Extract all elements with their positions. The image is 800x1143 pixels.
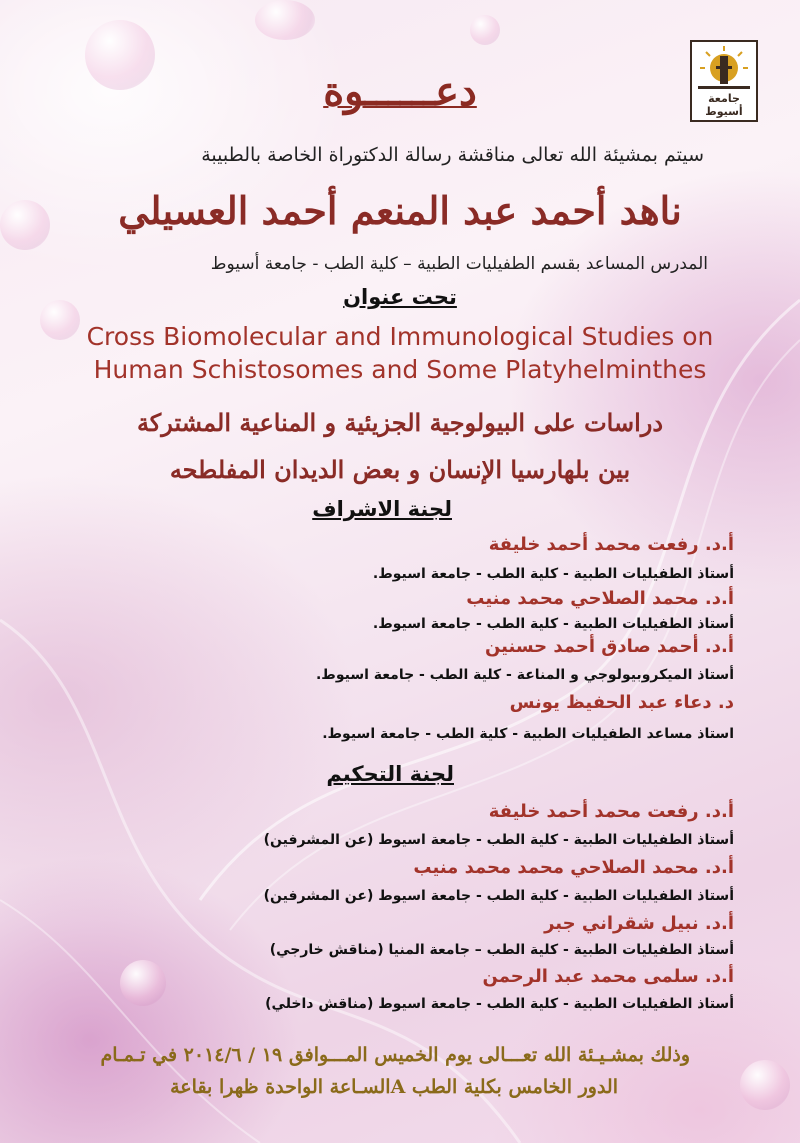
supervisor-name: أ.د. محمد الصلاحي محمد منيب bbox=[466, 588, 734, 609]
examiner-name: أ.د. محمد الصلاحي محمد محمد منيب bbox=[413, 857, 734, 878]
decorative-bubble bbox=[470, 15, 500, 45]
examiner-desc: أستاذ الطفيليات الطبية - كلية الطب - جامعة اسيوط (مناقش داخلي) bbox=[265, 996, 734, 1012]
footer-line: وذلك بمشـيـئة الله تعـــالى يوم الخميس المـــوافق ١٩ / ٢٠١٤/٦ في تـمـام bbox=[100, 1044, 690, 1066]
supervision-heading: لجنة الاشراف bbox=[312, 497, 452, 521]
footer-line: الدور الخامس بكلية الطب Aالسـاعة الواحدة ظهرا بقاعة bbox=[170, 1076, 618, 1098]
supervisor-name: أ.د. رفعت محمد أحمد خليفة bbox=[488, 534, 734, 555]
supervisor-desc: أستاذ الطفيليات الطبية - كلية الطب - جامعة اسيوط. bbox=[372, 616, 734, 632]
thesis-title-english bbox=[0, 320, 800, 386]
supervisor-desc: أستاذ الطفيليات الطبية - كلية الطب - جامعة اسيوط. bbox=[372, 566, 734, 582]
decorative-bubble bbox=[255, 0, 315, 40]
thesis-title-english-line: Human Schistosomes and Some Platyhelminthes bbox=[93, 355, 707, 384]
candidate-name: ناهد أحمد عبد المنعم أحمد العسيلي bbox=[118, 188, 682, 233]
examiner-desc: أستاذ الطفيليات الطبية - كلية الطب – جامعة المنيا (مناقش خارجي) bbox=[269, 942, 734, 958]
supervisor-name: د. دعاء عبد الحفيظ يونس bbox=[509, 692, 734, 713]
examiner-desc: أستاذ الطفيليات الطبية - كلية الطب - جامعة اسيوط (عن المشرفين) bbox=[263, 832, 734, 848]
decorative-bubble bbox=[740, 1060, 790, 1110]
candidate-position: المدرس المساعد بقسم الطفيليات الطبية – كلية الطب - جامعة أسيوط bbox=[210, 254, 708, 274]
subject-heading: تحت عنوان bbox=[343, 285, 457, 309]
logo-text: جامعة أسيوط bbox=[705, 92, 743, 118]
examiner-name: أ.د. رفعت محمد أحمد خليفة bbox=[488, 801, 734, 822]
invitation-title: دعــــــوة bbox=[323, 68, 477, 115]
examiner-name: أ.د. سلمى محمد عبد الرحمن bbox=[482, 966, 734, 987]
supervisor-desc: استاذ مساعد الطفيليات الطبية - كلية الطب - جامعة اسيوط. bbox=[322, 726, 734, 742]
supervisor-desc: أستاذ الميكروبيولوجي و المناعة - كلية الطب - جامعة اسيوط. bbox=[315, 667, 734, 683]
examiner-name: أ.د. نبيل شقراني جبر bbox=[544, 913, 734, 934]
decorative-bubble bbox=[120, 960, 166, 1006]
supervisor-name: أ.د. أحمد صادق أحمد حسنين bbox=[484, 636, 734, 657]
examination-heading: لجنة التحكيم bbox=[326, 762, 454, 786]
thesis-title-arabic-line: بين بلهارسيا الإنسان و بعض الديدان المفلطحه bbox=[169, 455, 631, 484]
thesis-title-english-line: Cross Biomolecular and Immunological Studies on bbox=[86, 322, 714, 351]
examiner-desc: أستاذ الطفيليات الطبية - كلية الطب - جامعة اسيوط (عن المشرفين) bbox=[263, 888, 734, 904]
intro-text: سيتم بمشيئة الله تعالى مناقشة رسالة الدكتوراة الخاصة بالطبيبة bbox=[201, 144, 704, 166]
thesis-title-arabic-line: دراسات على البيولوجية الجزيئية و المناعية المشتركة bbox=[136, 408, 664, 437]
